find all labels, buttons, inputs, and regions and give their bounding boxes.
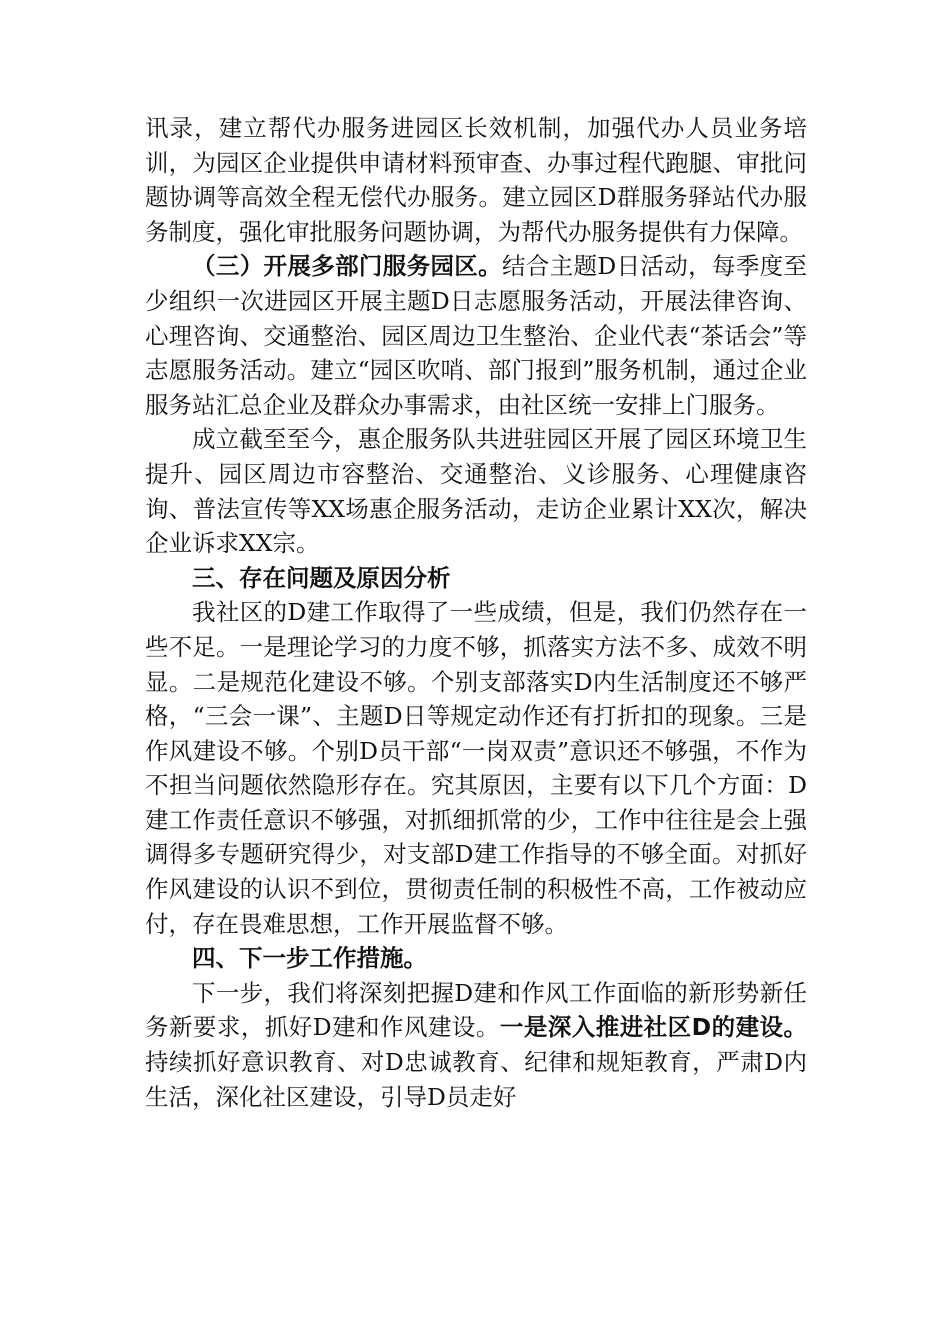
paragraph-1: 讯录，建立帮代办服务进园区长效机制，加强代办人员业务培训，为园区企业提供申请材料预审查、办事过程代跑腿、审批问题协调等高效全程无偿代办服务。建立园区D群服务驿站代办服务制度，强化审批服务问题协调，为帮代办服务提供有力保障。: [145, 114, 807, 246]
paragraph-4: 我社区的D建工作取得了一些成绩，但是，我们仍然存在一些不足。一是理论学习的力度不够，抓落实方法不多、成效不明显。二是规范化建设不够。个别支部落实D内生活制度还不够严格，“三会一课”、主题D日等规定动作还有打折扣的现象。三是作风建设不够。个别D员干部“一岗双责”意识还不够强，不作为不担当问题依然隐形存在。究其原因，主要有以下几个方面：D建工作责任意识不够强，对抓细抓常的少，工作中往往是会上强调得多专题研究得少，对支部D建工作指导的不够全面。对抓好作风建设的认识不到位，贯彻责任制的积极性不高，工作被动应付，存在畏难思想，工作开展监督不够。: [145, 598, 807, 938]
paragraph-2-body: 结合主题D日活动，每季度至少组织一次进园区开展主题D日志愿服务活动，开展法律咨询、心理咨询、交通整治、园区周边卫生整治、企业代表“茶话会”等志愿服务活动。建立“园区吹哨、部门报到”服务机制，通过企业服务站汇总企业及群众办事需求，由社区统一安排上门服务。: [145, 252, 808, 419]
document-page: [145, 111, 807, 1114]
paragraph-5-lead: 下一步，我们将深刻把握D建和作风工作面临的新形势新任务新要求，抓好D建和作风建设。: [145, 978, 807, 1042]
paragraph-5: [145, 976, 807, 1114]
paragraph-2: [145, 249, 807, 422]
paragraph-5-bold: 一是深入推进社区D的建设。: [499, 1013, 807, 1042]
subheading-3: （三）开展多部门服务园区。: [192, 252, 503, 281]
paragraph-3: 成立截至至今，惠企服务队共进驻园区开展了园区环境卫生提升、园区周边市容整治、交通整治、义诊服务、心理健康咨询、普法宣传等XX场惠企服务活动，走访企业累计XX次，解决企业诉求XX宗。: [145, 425, 807, 558]
paragraph-5-tail: 持续抓好意识教育、对D忠诚教育、纪律和规矩教育，严肃D内生活，深化社区建设，引导D员走好: [145, 1048, 807, 1111]
section-heading-3: 三、存在问题及原因分析: [192, 563, 451, 592]
section-heading-4: 四、下一步工作措施。: [192, 944, 427, 973]
